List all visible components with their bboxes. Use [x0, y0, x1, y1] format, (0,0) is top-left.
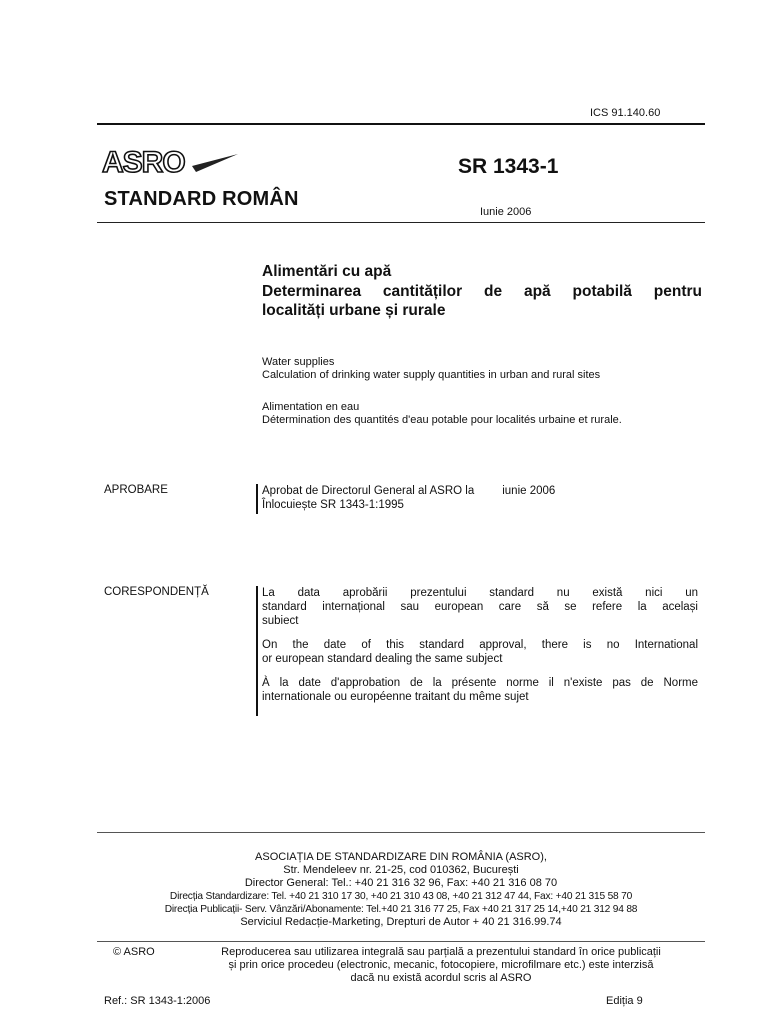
corespondenta-bar — [256, 586, 258, 716]
copyright-line2: și prin orice procedeu (electronic, mecanic, fotocopiere, microfilmare etc.) este interzisă — [228, 959, 654, 971]
ics-code: ICS 91.140.60 — [590, 107, 661, 119]
title-en-line1: Water supplies — [262, 356, 335, 368]
corespondenta-ro — [262, 586, 698, 628]
footer-dir-publicatii: Direcția Publicații- Serv. Vânzări/Abonamente: Tel.+40 21 316 77 25, Fax +40 21 317 25 14,+40 21 312 94 88 — [164, 904, 638, 915]
corespondenta-fr — [262, 676, 698, 704]
title-en-line2: Calculation of drinking water supply quantities in urban and rural sites — [262, 369, 601, 381]
corespondenta-ro-line1: La data aprobării prezentului standard nu există nici un — [262, 587, 698, 599]
title-ro-line1: Alimentări cu apă — [262, 263, 392, 280]
corespondenta-text — [262, 586, 698, 714]
footer-dir-standardizare: Direcția Standardizare: Tel. +40 21 310 17 30, +40 21 310 43 08, +40 21 312 47 44, Fax: +40 21 315 58 70 — [169, 891, 633, 902]
title-fr-line1: Alimentation en eau — [262, 401, 360, 413]
footer-mid-rule — [97, 941, 705, 942]
footer-org: ASOCIAȚIA DE STANDARDIZARE DIN ROMÂNIA (ASRO), — [255, 851, 547, 863]
header-bottom-rule — [97, 222, 705, 223]
title-ro-line2: Determinarea cantităților de apă potabilă pentru — [262, 282, 702, 300]
title-english — [262, 356, 702, 382]
edition: Ediția 9 — [606, 995, 643, 1007]
corespondenta-ro-line3: subiect — [262, 615, 299, 627]
corespondenta-fr-line2: internationale ou européenne traitant du même sujet — [262, 691, 529, 703]
corespondenta-fr-line1: À la date d'approbation de la présente norme il n'existe pas de Norme — [262, 677, 698, 689]
aprobare-date: iunie 2006 — [502, 485, 556, 497]
corespondenta-en-line2: or european standard dealing the same subject — [262, 653, 503, 665]
asro-logo-text: ASRO — [102, 146, 185, 179]
title-romanian — [262, 262, 702, 321]
aprobare-bar — [256, 484, 258, 514]
standard-code: SR 1343-1 — [458, 155, 559, 178]
footer-top-rule — [97, 832, 705, 833]
aprobare-line2: Înlocuiește SR 1343-1:1995 — [262, 499, 404, 511]
asro-logo — [100, 140, 240, 182]
title-french — [262, 401, 702, 427]
standard-title: STANDARD ROMÂN — [104, 188, 299, 210]
header-top-rule — [97, 123, 705, 125]
footer-serviciul: Serviciul Redacție-Marketing, Drepturi de Autor + 40 21 316.99.74 — [240, 916, 562, 928]
footer-director: Director General: Tel.: +40 21 316 32 96, Fax: +40 21 316 08 70 — [244, 877, 558, 889]
copyright-line1: Reproducerea sau utilizarea integrală sau parțială a prezentului standard în orice publicații — [221, 946, 661, 958]
corespondenta-en-line1: On the date of this standard approval, there is no International — [262, 639, 698, 651]
publication-date: Iunie 2006 — [480, 206, 532, 218]
corespondenta-ro-line2: standard internațional sau european care să se refere la același — [262, 601, 698, 613]
corespondenta-label: CORESPONDENȚĂ — [104, 586, 209, 598]
copyright-notice — [186, 946, 696, 985]
aprobare-line1: Aprobat de Directorul General al ASRO la — [262, 485, 475, 497]
title-ro-line3: localități urbane și rurale — [262, 302, 446, 319]
copyright-line3: dacă nu există acordul scris al ASRO — [350, 972, 532, 984]
title-fr-line2: Détermination des quantités d'eau potable pour localités urbaine et rurale. — [262, 414, 622, 426]
aprobare-label: APROBARE — [104, 484, 168, 496]
aprobare-text — [262, 484, 698, 512]
copyright-symbol: © ASRO — [113, 946, 155, 958]
reference-code: Ref.: SR 1343-1:2006 — [104, 995, 211, 1007]
footer-address: Str. Mendeleev nr. 21-25, cod 010362, București — [283, 864, 519, 876]
footer-contact — [97, 851, 705, 929]
corespondenta-en — [262, 638, 698, 666]
